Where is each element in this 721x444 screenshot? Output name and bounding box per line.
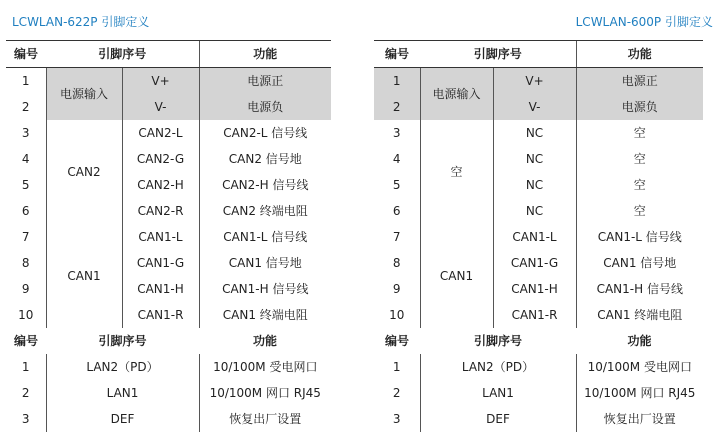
- pin-name: CAN1-G: [493, 250, 576, 276]
- pin-function: 10/100M 受电网口: [199, 354, 331, 380]
- group-label: CAN2: [46, 120, 122, 224]
- table-row: [374, 224, 703, 250]
- pin-number: 2: [392, 386, 401, 400]
- pin-name: CAN1-R: [122, 302, 199, 328]
- table-row: [6, 224, 331, 250]
- pin-function: 空: [576, 198, 703, 224]
- pin-function: CAN2-L 信号线: [199, 120, 331, 146]
- group-label: 空: [420, 120, 493, 224]
- pin-name: CAN2-H: [122, 172, 199, 198]
- table-row: [6, 406, 331, 432]
- table-row: [374, 406, 703, 432]
- pin-function: CAN1-L 信号线: [576, 224, 703, 250]
- left-table-title: LCWLAN-622P 引脚定义: [12, 15, 150, 29]
- pin-function: 电源正: [199, 68, 331, 95]
- pin-function: CAN1 信号地: [199, 250, 331, 276]
- group-label: 电源输入: [46, 68, 122, 121]
- pin-number: 1: [374, 68, 420, 95]
- table-row: [374, 120, 703, 146]
- pin-number: 8: [392, 256, 401, 270]
- pin-name: NC: [493, 146, 576, 172]
- pin-name: CAN1-H: [493, 276, 576, 302]
- pin-number: 2: [6, 94, 46, 120]
- header-num: 编号: [6, 41, 46, 68]
- table-row: [6, 120, 331, 146]
- pin-number: 1: [6, 68, 46, 95]
- header-pin: 引脚序号: [474, 334, 523, 348]
- group-label: 电源输入: [420, 68, 493, 121]
- pin-function: CAN1-L 信号线: [199, 224, 331, 250]
- header-func: 功能: [627, 334, 652, 348]
- pin-number: 6: [21, 204, 30, 218]
- pin-name: CAN2-R: [122, 198, 199, 224]
- group-label: CAN1: [46, 224, 122, 328]
- pin-name: CAN1-G: [122, 250, 199, 276]
- pin-name: CAN1-R: [493, 302, 576, 328]
- pin-number: 3: [21, 126, 30, 140]
- pin-name: NC: [493, 198, 576, 224]
- pin-name: V+: [122, 68, 199, 95]
- pin-number: 2: [374, 94, 420, 120]
- pin-name: NC: [493, 172, 576, 198]
- header-num: 编号: [384, 334, 409, 348]
- table-header-row: [374, 328, 703, 354]
- header-pin: 引脚序号: [46, 41, 199, 68]
- pin-name: DEF: [46, 406, 199, 432]
- pin-number: 4: [392, 152, 401, 166]
- pin-number: 7: [392, 230, 401, 244]
- pin-function: CAN2-H 信号线: [199, 172, 331, 198]
- pin-number: 6: [392, 204, 401, 218]
- pin-function: 10/100M 受电网口: [576, 354, 703, 380]
- pin-name: V+: [493, 68, 576, 95]
- pin-function: CAN1 终端电阻: [576, 302, 703, 328]
- pin-number: 3: [392, 412, 401, 426]
- pin-number: 9: [392, 282, 401, 296]
- pin-name: LAN1: [420, 380, 576, 406]
- pin-function: CAN2 终端电阻: [199, 198, 331, 224]
- pin-function: 10/100M 网口 RJ45: [199, 380, 331, 406]
- table-row: [374, 354, 703, 380]
- table-header-row: [6, 328, 331, 354]
- left-pin-table: [6, 40, 331, 432]
- right-table-title: LCWLAN-600P 引脚定义: [575, 15, 713, 29]
- right-pin-table: [374, 40, 703, 432]
- pin-name: CAN1-H: [122, 276, 199, 302]
- header-num: 编号: [374, 41, 420, 68]
- pin-number: 10: [18, 308, 34, 322]
- pin-name: LAN2（PD）: [46, 354, 199, 380]
- pin-name: CAN1-L: [122, 224, 199, 250]
- pin-number: 9: [21, 282, 30, 296]
- header-num: 编号: [13, 334, 38, 348]
- pin-name: LAN2（PD）: [420, 354, 576, 380]
- pin-number: 4: [21, 152, 30, 166]
- pin-function: CAN1-H 信号线: [199, 276, 331, 302]
- pin-number: 2: [21, 386, 30, 400]
- header-func: 功能: [576, 41, 703, 68]
- table-header-row: [374, 41, 703, 68]
- header-pin: 引脚序号: [420, 41, 576, 68]
- pin-function: 10/100M 网口 RJ45: [576, 380, 703, 406]
- table-header-row: [6, 41, 331, 68]
- pin-function: CAN1-H 信号线: [576, 276, 703, 302]
- pin-number: 10: [389, 308, 405, 322]
- pin-number: 3: [21, 412, 30, 426]
- pin-number: 5: [21, 178, 30, 192]
- pin-function: 空: [576, 120, 703, 146]
- table-row: [6, 68, 331, 95]
- pin-name: DEF: [420, 406, 576, 432]
- pin-function: CAN1 终端电阻: [199, 302, 331, 328]
- pin-function: 电源正: [576, 68, 703, 95]
- pin-number: 1: [392, 360, 401, 374]
- header-func: 功能: [253, 334, 278, 348]
- header-func: 功能: [199, 41, 331, 68]
- table-row: [374, 68, 703, 95]
- pin-function: 空: [576, 172, 703, 198]
- pin-number: 3: [392, 126, 401, 140]
- pin-number: 1: [21, 360, 30, 374]
- pin-function: CAN2 信号地: [199, 146, 331, 172]
- pin-function: 电源负: [199, 94, 331, 120]
- table-row: [6, 380, 331, 406]
- pin-number: 7: [21, 230, 30, 244]
- group-label: CAN1: [420, 224, 493, 328]
- pin-name: NC: [493, 120, 576, 146]
- pin-number: 5: [392, 178, 401, 192]
- table-row: [6, 354, 331, 380]
- pin-function: 恢复出厂设置: [199, 406, 331, 432]
- pin-function: 恢复出厂设置: [576, 406, 703, 432]
- pin-name: CAN2-L: [122, 120, 199, 146]
- pin-name: CAN1-L: [493, 224, 576, 250]
- header-pin: 引脚序号: [98, 334, 147, 348]
- table-row: [374, 380, 703, 406]
- pin-name: V-: [122, 94, 199, 120]
- pin-number: 8: [21, 256, 30, 270]
- pin-function: CAN1 信号地: [576, 250, 703, 276]
- pin-name: LAN1: [46, 380, 199, 406]
- pin-function: 电源负: [576, 94, 703, 120]
- pin-name: V-: [493, 94, 576, 120]
- pin-name: CAN2-G: [122, 146, 199, 172]
- pin-function: 空: [576, 146, 703, 172]
